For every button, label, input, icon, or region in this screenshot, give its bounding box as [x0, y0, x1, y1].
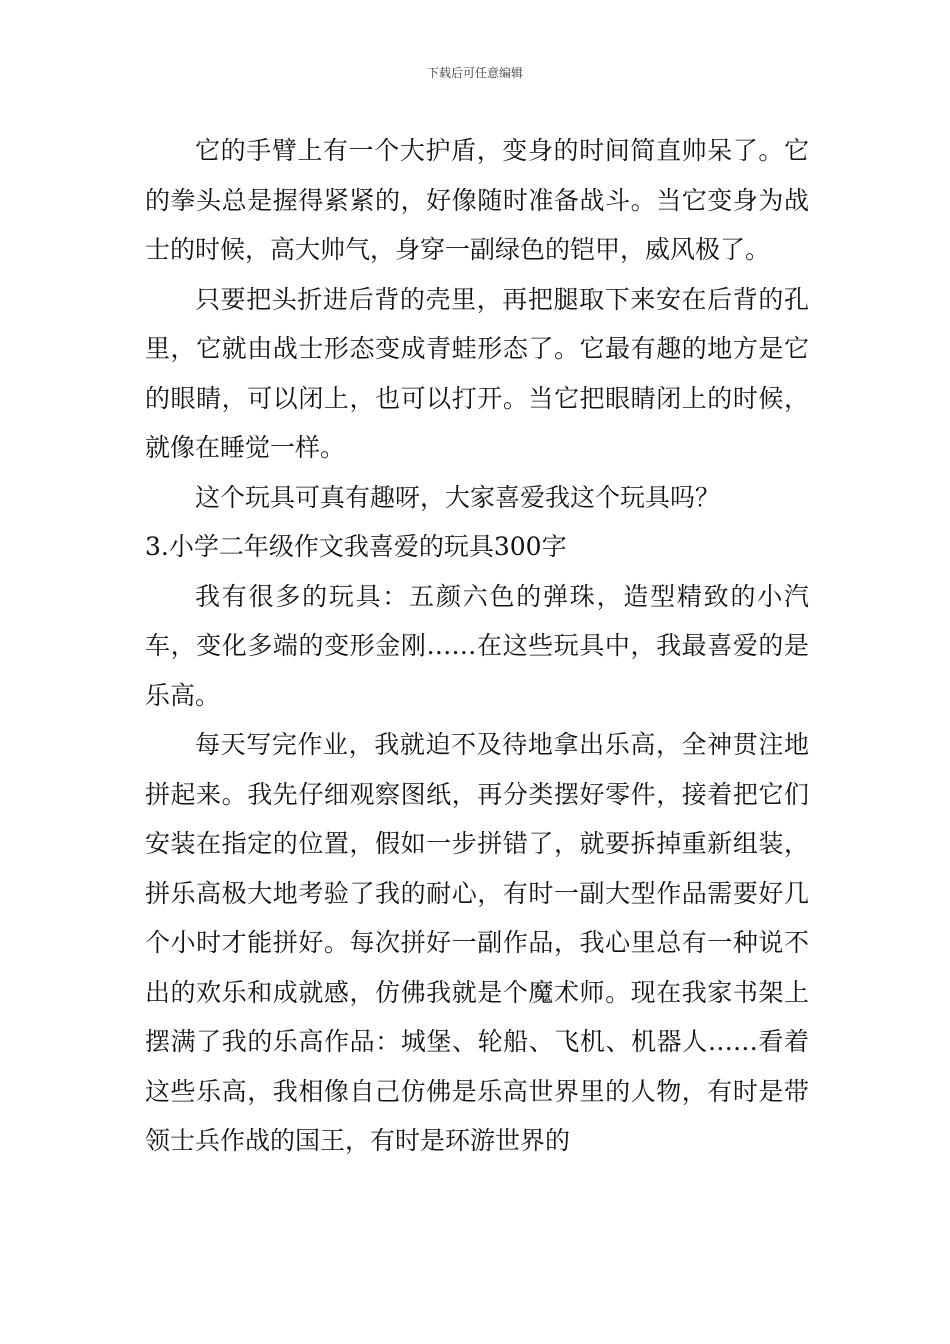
page-header-note: 下载后可任意编辑: [426, 66, 523, 80]
paragraph-lego-building: 每天写完作业，我就迫不及待地拿出乐高，全神贯注地拼起来。我先仔细观察图纸，再分类摆好零件，接着把它们安装在指定的位置，假如一步拼错了，就要拆掉重新组装，拼乐高极大地考验了我的耐心，有时一副大型作品需要好几个小时才能拼好。每次拼好一副作品，我心里总有一种说不出的欢乐和成就感，仿佛我就是个魔术师。现在我家书架上摆满了我的乐高作品：城堡、轮船、飞机、机器人……看着这些乐高，我相像自己仿佛是乐高世界里的人物，有时是带领士兵作战的国王，有时是环游世界的: [145, 730, 809, 1155]
paragraph-toys-intro: 我有很多的玩具：五颜六色的弹珠，造型精致的小汽车，变化多端的变形金刚……在这些玩具中，我最喜爱的是乐高。: [145, 581, 809, 710]
section-heading: 3.小学二年级作文我喜爱的玩具300字: [145, 532, 567, 561]
document-body: [145, 126, 809, 1166]
paragraph-armor: 它的手臂上有一个大护盾，变身的时间简直帅呆了。它的拳头总是握得紧紧的，好像随时准备战斗。当它变身为战士的时候，高大帅气，身穿一副绿色的铠甲，威风极了。: [145, 136, 809, 264]
paragraph-closing: 这个玩具可真有趣呀，大家喜爱我这个玩具吗？: [195, 482, 721, 512]
paragraph-frog-form: 只要把头折进后背的壳里，再把腿取下来安在后背的孔里，它就由战士形态变成青蛙形态了。它最有趣的地方是它的眼睛，可以闭上，也可以打开。当它把眼睛闭上的时候，就像在睡觉一样。: [145, 284, 809, 462]
